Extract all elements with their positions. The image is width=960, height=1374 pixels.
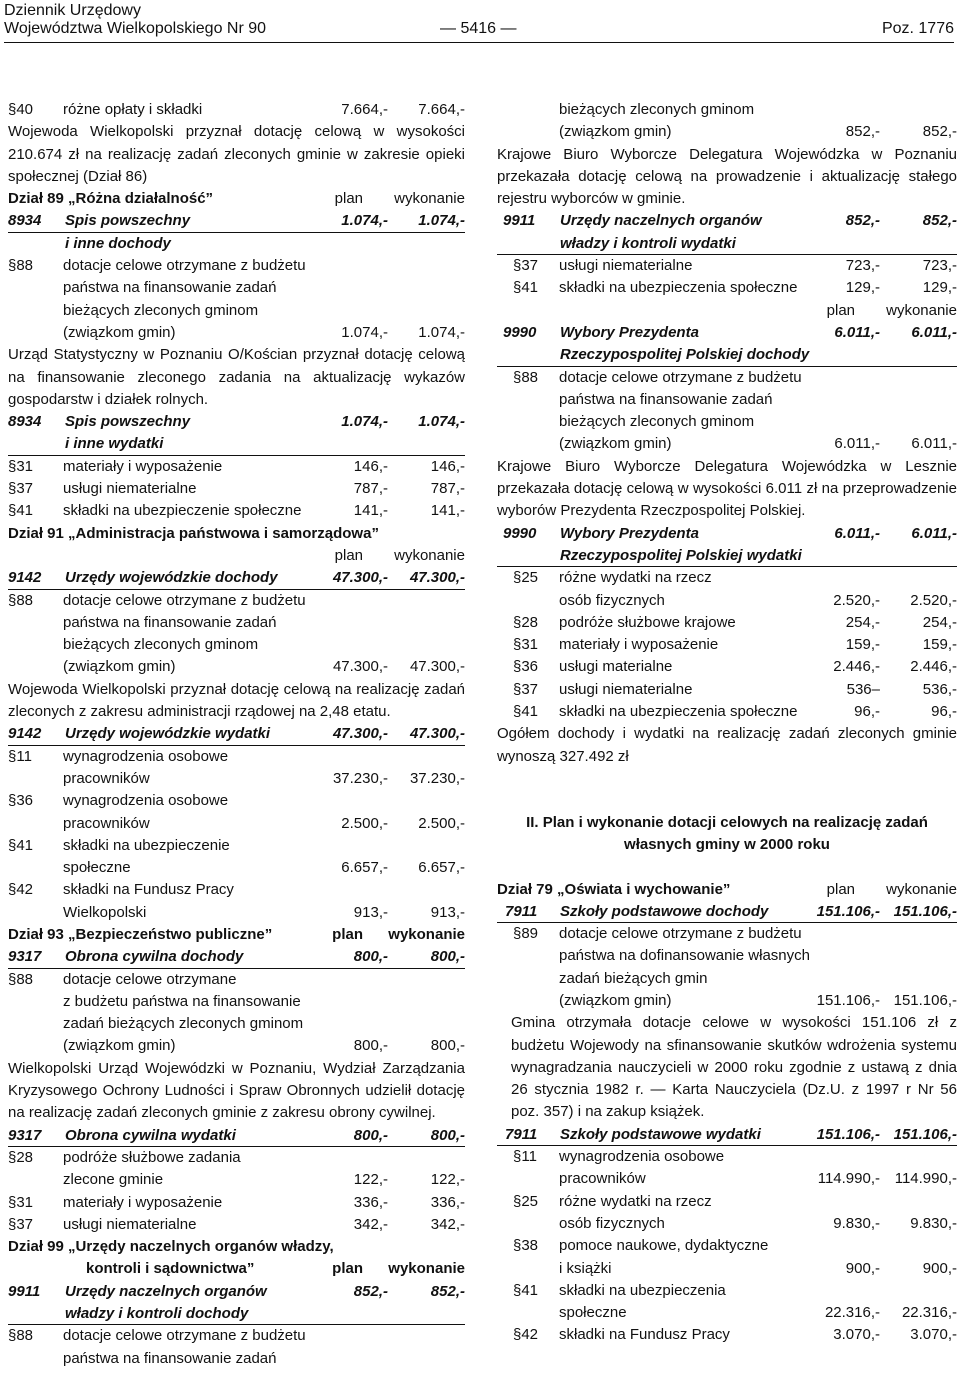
budget-row: §40 różne opłaty i składki 7.664,- 7.664,- bbox=[8, 101, 465, 118]
position-number: Poz. 1776 bbox=[881, 20, 954, 37]
budget-row: §31 materiały i wyposażenie 159,- 159,- bbox=[513, 636, 957, 654]
budget-row: §41 składki na ubezpieczenia społeczne 129,- 129,- bbox=[513, 279, 957, 297]
section-heading: Dział 99 „Urzędy naczelnych organów władzy, bbox=[8, 1238, 334, 1256]
left-column: §40 różne opłaty i składki 7.664,- 7.664,- Wojewoda Wielkopolski przyznał dotację celową w wysokości 210.674 zł na realizację zadań zleconych gminie w zakresie opieki społecznej (Dział 86) Dział 89 „Różna działalność” plan wykonanie 8934 Spis powszechny 1.074,- 1.074,- i inne dochody §88 dotacje celowe otrzymane z budżetu państwa na finansowanie zadań bieżących zleconych gminom (związkom gmin) 1.074,- 1.074,- Urząd Statystyczny w Poznaniu O/Kościan przyznał dotację celową na finansowanie zleconego zadania na aktualizację wykazów gospodarstw i działek rolnych. 8934 Spis powszechny 1.074,- 1.074,- i inne wydatki §31 materiały i wyposażenie 146,- 146,- §37 usługi niematerialne 787,- 787,- §41 składki na ubezpieczenie społeczne 141,- 141,- Dział 91 „Administracja państwowa i samorządowa” plan wykonanie 9142 Urzędy wojewódzkie dochody 47.300,- 47.300,- §88 dotacje celowe otrzymane z budżetu państwa na finansowanie zadań bieżących zleconych gminom (związkom gmin) 47.300,- 47.300,- Wojewoda Wielkopolski przyznał dotację celową na realizację zadań zleconych z zakresu administracji rządowej na 2,48 etatu. 9142 Urzędy wojewódzkie wydatki 47.300,- 47.300,- §11 wynagrodzenia osobowe pracowników 37.230,- 37.230,- §36 wynagrodzenia osobowe pracowników 2.500,- 2.500,- §41 składki na ubezpieczenie społeczne 6.657,- 6.657,- §42 składki na Fundusz Pracy Wielkopolski 913,- 913,- Dział 93 „Bezpieczeństwo publiczne” plan wykonanie 9317 Obrona cywilna dochody 800,- 800,- §88 dotacje celowe otrzymane z budżetu państwa na finansowanie zadań bieżących zleconych gminom (związkom gmin) 800,- 800,- Wielkopolski Urząd Wojewódzki w Poznaniu, Wydział Zarządzania Kryzysowego Ochrony Ludności i Spraw Obronnych udzielił dotację na realizację zadań zleconych gminie z zakresu obrony cywilnej. 9317 Obrona cywilna wydatki 800,- 800,- §28 podróże służbowe zadania zlecone gminie 122,- 122,- §31 materiały i wyposażenie 336,- 336,- §37 usługi niematerialne 342,- 342,- Dział 99 „Urzędy naczelnych organów władzy, kontroli i sądownictwa” plan wykonanie 9911 Urzędy naczelnych organów 852,- 852,- władzy i kontroli dochody §88 dotacje celowe otrzymane z budżetu państwa na finansowanie zadań bbox=[8, 101, 465, 1367]
budget-row: §37 usługi niematerialne 787,- 787,- bbox=[8, 480, 465, 498]
section-heading: Dział 91 „Administracja państwowa i samorządowa” bbox=[8, 524, 379, 542]
budget-row: §37 usługi niematerialne 536– 536,- bbox=[513, 680, 957, 698]
budget-row: §88 dotacje celowe otrzymane bbox=[8, 970, 237, 988]
chapter-row: 9317 Obrona cywilna wydatki 800,- 800,- bbox=[8, 1125, 465, 1147]
page-number: — 5416 — bbox=[440, 20, 517, 37]
chapter-row: 7911 Szkoły podstawowe wydatki 151.106,- 151.106,- bbox=[497, 1124, 957, 1146]
chapter-row: 8934 Spis powszechny 1.074,- 1.074,- bbox=[8, 210, 465, 232]
chapter-row: 9990 Wybory Prezydenta 6.011,- 6.011,- bbox=[503, 524, 957, 542]
paragraph: Krajowe Biuro Wyborcze Delegatura Wojewódzka w Lesznie przekazała dotację celową w wysokości 6.011 zł na przeprowadzenie wyborów Prezydenta Rzeczpospolitej Polskiej. bbox=[497, 457, 957, 520]
budget-row: §25 różne wydatki na rzecz bbox=[513, 1192, 712, 1210]
paragraph: Gmina otrzymała dotacje celowe w wysokości 151.106 zł z budżetu Wojewody na sfinansowanie skutków wdrożenia systemu wynagradzania nauczycieli w 2000 roku zgodnie z ustawą z dnia 26 stycznia 1982 r. — Karta Nauczyciela (Dz.U. z 1997 r Nr 56 poz. 357) i na zakup książek. bbox=[511, 1014, 957, 1121]
paragraph: Wielkopolski Urząd Wojewódzki w Poznaniu, Wydział Zarządzania Kryzysowego Ochrony Ludności i Spraw Obronnych udzielił dotację na realizację zadań zleconych gminie z zakresu obrony cywilnej. bbox=[8, 1059, 465, 1122]
budget-row: §88 dotacje celowe otrzymane z budżetu bbox=[8, 1327, 306, 1345]
budget-row: §41 składki na ubezpieczenie społeczne 141,- 141,- bbox=[8, 502, 465, 520]
chapter-row: 9317 Obrona cywilna dochody 800,- 800,- bbox=[8, 946, 465, 968]
budget-row: §41 składki na ubezpieczenia społeczne 96,- 96,- bbox=[513, 703, 957, 721]
chapter-row: 8934 Spis powszechny 1.074,- 1.074,- bbox=[8, 413, 465, 431]
chapter-row: 9990 Wybory Prezydenta 6.011,- 6.011,- bbox=[503, 323, 957, 341]
chapter-row: 9911 Urzędy naczelnych organów 852,- 852,- bbox=[503, 212, 957, 230]
budget-row: §28 podróże służbowe krajowe 254,- 254,- bbox=[513, 613, 957, 631]
paragraph: Ogółem dochody i wydatki na realizację zadań zleconych gminie wynoszą 327.492 zł bbox=[497, 725, 957, 765]
paragraph: Urząd Statystyczny w Poznaniu O/Kościan przyznał dotację celową na finansowanie zleconego zadania na aktualizację wykazów gospodarstw i działek rolnych. bbox=[8, 346, 465, 408]
budget-row: §25 różne wydatki na rzecz bbox=[513, 569, 712, 587]
budget-row: §38 pomoce naukowe, dydaktyczne bbox=[513, 1237, 769, 1255]
chapter-row: 7911 Szkoły podstawowe dochody 151.106,- 151.106,- bbox=[497, 901, 957, 923]
budget-row: §36 usługi materialne 2.446,- 2.446,- bbox=[513, 658, 957, 676]
budget-row: §11 wynagrodzenia osobowe bbox=[8, 747, 229, 765]
budget-row: §41 składki na ubezpieczenie bbox=[8, 836, 230, 854]
paragraph: Krajowe Biuro Wyborcze Delegatura Wojewódzka w Poznaniu przekazała dotację celową na prowadzenie i aktualizację stałego rejestru wyborców w gminie. bbox=[497, 145, 957, 208]
budget-row: §41 składki na ubezpieczenia bbox=[513, 1281, 726, 1299]
budget-row: §42 składki na Fundusz Pracy 3.070,- 3.070,- bbox=[513, 1326, 957, 1344]
header-rule bbox=[4, 42, 954, 43]
chapter-row: 9911 Urzędy naczelnych organów 852,- 852,- bbox=[8, 1282, 465, 1300]
budget-row: §31 materiały i wyposażenie 146,- 146,- bbox=[8, 457, 465, 475]
section-heading: Dział 89 „Różna działalność” plan wykonanie bbox=[8, 190, 465, 208]
budget-row: §88 dotacje celowe otrzymane z budżetu bbox=[8, 257, 306, 275]
paragraph: Wojewoda Wielkopolski przyznał dotację celową w wysokości 210.674 zł na realizację zadań zleconych gminie w zakresie opieki społecznej (Dział 86) bbox=[8, 123, 465, 185]
budget-row: §36 wynagrodzenia osobowe bbox=[8, 792, 229, 810]
budget-row: §37 usługi niematerialne 342,- 342,- bbox=[8, 1215, 465, 1233]
section-title: II. Plan i wykonanie dotacji celowych na realizację zadań własnych gminy w 2000 roku bbox=[526, 813, 928, 854]
journal-title: Dziennik Urzędowy Województwa Wielkopolskiego Nr 90 bbox=[4, 2, 267, 37]
budget-row: §11 wynagrodzenia osobowe bbox=[513, 1148, 725, 1166]
budget-row: §88 dotacje celowe otrzymane z budżetu bbox=[513, 368, 802, 386]
right-column: bieżących zleconych gminom (związkom gmin) 852,- 852,- Krajowe Biuro Wyborcze Delegatura Wojewódzka w Poznaniu przekazała dotację celową na prowadzenie i aktualizację stałego rejestru wyborców w gminie. 9911 Urzędy naczelnych organów 852,- 852,- władzy i kontroli wydatki §37 usługi niematerialne 723,- 723,- §41 składki na ubezpieczenia społeczne 129,- 129,- plan wykonanie 9990 Wybory Prezydenta 6.011,- 6.011,- Rzeczypospolitej Polskiej dochody §88 dotacje celowe otrzymane z budżetu państwa na finansowanie zadań bieżących zleconych gminom (związkom gmin) 6.011,- 6.011,- Krajowe Biuro Wyborcze Delegatura Wojewódzka w Lesznie przekazała dotację celową w wysokości 6.011 zł na przeprowadzenie wyborów Prezydenta Rzeczpospolitej Polskiej. 9990 Wybory Prezydenta 6.011,- 6.011,- Rzeczypospolitej Polskiej wydatki §25 różne wydatki na rzecz osób fizycznych 2.520,- 2.520,- §28 podróże służbowe krajowe 254,- 254,- §31 materiały i wyposażenie 159,- 159,- §36 usługi materialne 2.446,- 2.446,- §37 usługi niematerialne 536– 536,- §41 składki na ubezpieczenia społeczne 96,- 96,- Ogółem dochody i wydatki na realizację zadań zleconych gminie wynoszą 327.492 zł II. Plan i wykonanie dotacji celowych na realizację zadań własnych gminy w 2000 roku Dział 79 „Oświata i wychowanie” plan wykonanie 7911 Szkoły podstawowe dochody 151.106,- 151.106,- §89 dotacje celowe otrzymane z budżetu państwa na dofinansowanie własnych zadań bieżących gmin (związkom gmin) 151.106,- 151.106,- Gmina otrzymała dotacje celowe w wysokości 151.106 zł z budżetu Wojewody na sfinansowanie skutków wdrożenia systemu wynagradzania nauczycieli w 2000 roku zgodnie z ustawą z dnia 26 stycznia 1982 r. — Karta Nauczyciela (Dz.U. z 1997 r Nr 56 poz. 357) i na zakup książek. 7911 Szkoły podstawowe wydatki 151.106,- 151.106,- §11 wynagrodzenia osobowe pracowników 114.990,- 114.990,- §25 różne wydatki na rzecz osób fizycznych 9.830,- 9.830,- §38 pomoce naukowe, dydaktyczne i książki 900,- 900,- §41 składki na ubezpieczenia społeczne 22.316,- 22.316,- §42 składki na Fundusz Pracy 3.070,- 3.070,- bbox=[497, 99, 957, 1347]
chapter-row: 9142 Urzędy wojewódzkie wydatki 47.300,- 47.300,- bbox=[8, 723, 465, 745]
section-heading: Dział 79 „Oświata i wychowanie” plan wykonanie bbox=[497, 880, 957, 898]
chapter-row: 9142 Urzędy wojewódzkie dochody 47.300,- 47.300,- bbox=[8, 567, 465, 589]
budget-row: §89 dotacje celowe otrzymane z budżetu bbox=[513, 925, 802, 943]
budget-row: §31 materiały i wyposażenie 336,- 336,- bbox=[8, 1193, 465, 1211]
budget-row: §28 podróże służbowe zadania bbox=[8, 1148, 241, 1166]
budget-row: §88 dotacje celowe otrzymane z budżetu bbox=[8, 591, 306, 609]
section-heading: Dział 93 „Bezpieczeństwo publiczne” plan wykonanie bbox=[8, 925, 465, 943]
budget-row: §37 usługi niematerialne 723,- 723,- bbox=[513, 257, 957, 275]
budget-row: §42 składki na Fundusz Pracy bbox=[8, 881, 234, 899]
paragraph: Wojewoda Wielkopolski przyznał dotację celową na realizację zadań zleconych z zakresu administracji rządowej na 2,48 etatu. bbox=[8, 680, 465, 721]
